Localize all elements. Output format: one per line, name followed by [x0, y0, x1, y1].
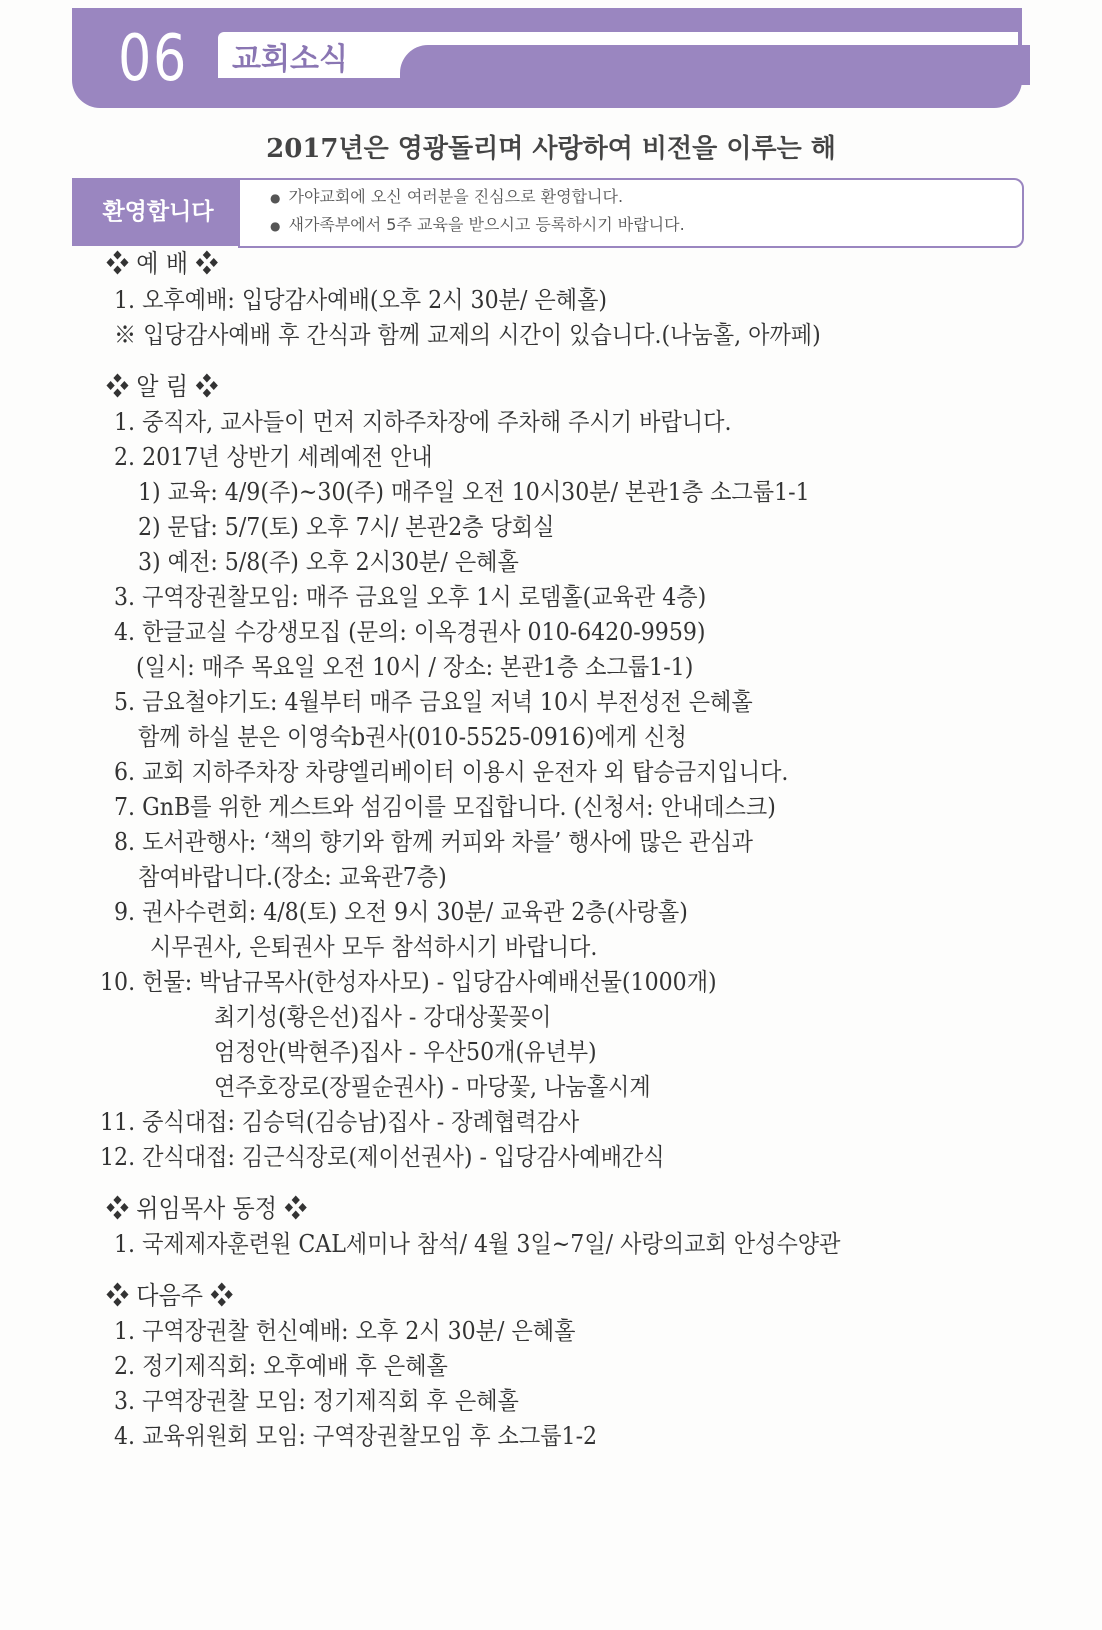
- notice-item: 12. 간식대접: 김근식장로(제이선권사) - 입당감사예배간식: [100, 1143, 665, 1171]
- worship-heading: ❖ 예 배 ❖: [106, 249, 219, 278]
- notice-item: 6. 교회 지하주차장 차량엘리베이터 이용시 운전자 외 탑승금지입니다.: [114, 758, 789, 786]
- notice-item: 8. 도서관행사: ‘책의 향기와 함께 커피와 차를’ 행사에 많은 관심과: [114, 828, 753, 856]
- worship-note: ※ 입당감사예배 후 간식과 함께 교제의 시간이 있습니다.(나눔홀, 아까페): [114, 321, 821, 349]
- notice-continuation: 참여바랍니다.(장소: 교육관7층): [138, 863, 447, 891]
- notice-item: 1. 중직자, 교사들이 먼저 지하주차장에 주차해 주시기 바랍니다.: [114, 408, 732, 436]
- notice-item: 4. 한글교실 수강생모집 (문의: 이옥경권사 010-6420-9959): [114, 618, 706, 646]
- notice-continuation: (일시: 매주 목요일 오전 10시 / 장소: 본관1층 소그룹1-1): [136, 653, 694, 681]
- welcome-line: ● 가야교회에 오신 여러분을 진심으로 환영합니다.: [270, 184, 623, 207]
- next-week-item: 1. 구역장권찰 헌신예배: 오후 2시 30분/ 은혜홀: [114, 1317, 576, 1345]
- notice-continuation: 연주호장로(장필순권사) - 마당꽃, 나눔홀시계: [214, 1073, 651, 1101]
- notice-item: 2. 2017년 상반기 세례예전 안내: [114, 443, 433, 471]
- notice-continuation: 최기성(황은선)집사 - 강대상꽃꽂이: [214, 1003, 552, 1031]
- welcome-line: ● 새가족부에서 5주 교육을 받으시고 등록하시기 바랍니다.: [270, 212, 685, 235]
- notice-continuation: 엄정안(박현주)집사 - 우산50개(유년부): [214, 1038, 597, 1066]
- welcome-label: 환영합니다: [72, 178, 244, 246]
- notices-heading: ❖ 알 림 ❖: [106, 372, 219, 401]
- next-week-heading: ❖ 다음주 ❖: [106, 1281, 234, 1310]
- pastor-heading: ❖ 위임목사 동정 ❖: [106, 1194, 308, 1223]
- year-motto: 2017년은 영광돌리며 사랑하여 비전을 이루는 해: [266, 134, 836, 164]
- notice-item: 9. 권사수련회: 4/8(토) 오전 9시 30분/ 교육관 2층(사랑홀): [114, 898, 688, 926]
- notice-item: 5. 금요철야기도: 4월부터 매주 금요일 저녁 10시 부전성전 은혜홀: [114, 688, 753, 716]
- section-number: 06: [118, 22, 189, 96]
- notice-subitem: 3) 예전: 5/8(주) 오후 2시30분/ 은혜홀: [138, 548, 519, 576]
- next-week-item: 2. 정기제직회: 오후예배 후 은혜홀: [114, 1352, 448, 1380]
- notice-continuation: 시무권사, 은퇴권사 모두 참석하시기 바랍니다.: [150, 933, 598, 961]
- pastor-item: 1. 국제제자훈련원 CAL세미나 참석/ 4월 3일~7일/ 사랑의교회 안성수양관: [114, 1230, 841, 1258]
- notice-subitem: 1) 교육: 4/9(주)~30(주) 매주일 오전 10시30분/ 본관1층 소그룹1-1: [138, 478, 810, 506]
- welcome-box: [238, 178, 1024, 248]
- notice-continuation: 함께 하실 분은 이영숙b권사(010-5525-0916)에게 신청: [138, 723, 687, 751]
- notice-item: 3. 구역장권찰모임: 매주 금요일 오후 1시 로뎀홀(교육관 4층): [114, 583, 707, 611]
- next-week-item: 4. 교육위원회 모임: 구역장권찰모임 후 소그룹1-2: [114, 1422, 598, 1450]
- notice-item: 10. 헌물: 박남규목사(한성자사모) - 입당감사예배선물(1000개): [100, 968, 717, 996]
- section-title: 교회소식: [232, 42, 348, 77]
- next-week-item: 3. 구역장권찰 모임: 정기제직회 후 은혜홀: [114, 1387, 519, 1415]
- notice-item: 11. 중식대접: 김승덕(김승남)집사 - 장례협력감사: [100, 1108, 580, 1136]
- header-tab-shape: [400, 45, 1030, 85]
- notice-subitem: 2) 문답: 5/7(토) 오후 7시/ 본관2층 당회실: [138, 513, 555, 541]
- notice-item: 7. GnB를 위한 게스트와 섬김이를 모집합니다. (신청서: 안내데스크): [114, 793, 776, 821]
- worship-line: 1. 오후예배: 입당감사예배(오후 2시 30분/ 은혜홀): [114, 286, 608, 314]
